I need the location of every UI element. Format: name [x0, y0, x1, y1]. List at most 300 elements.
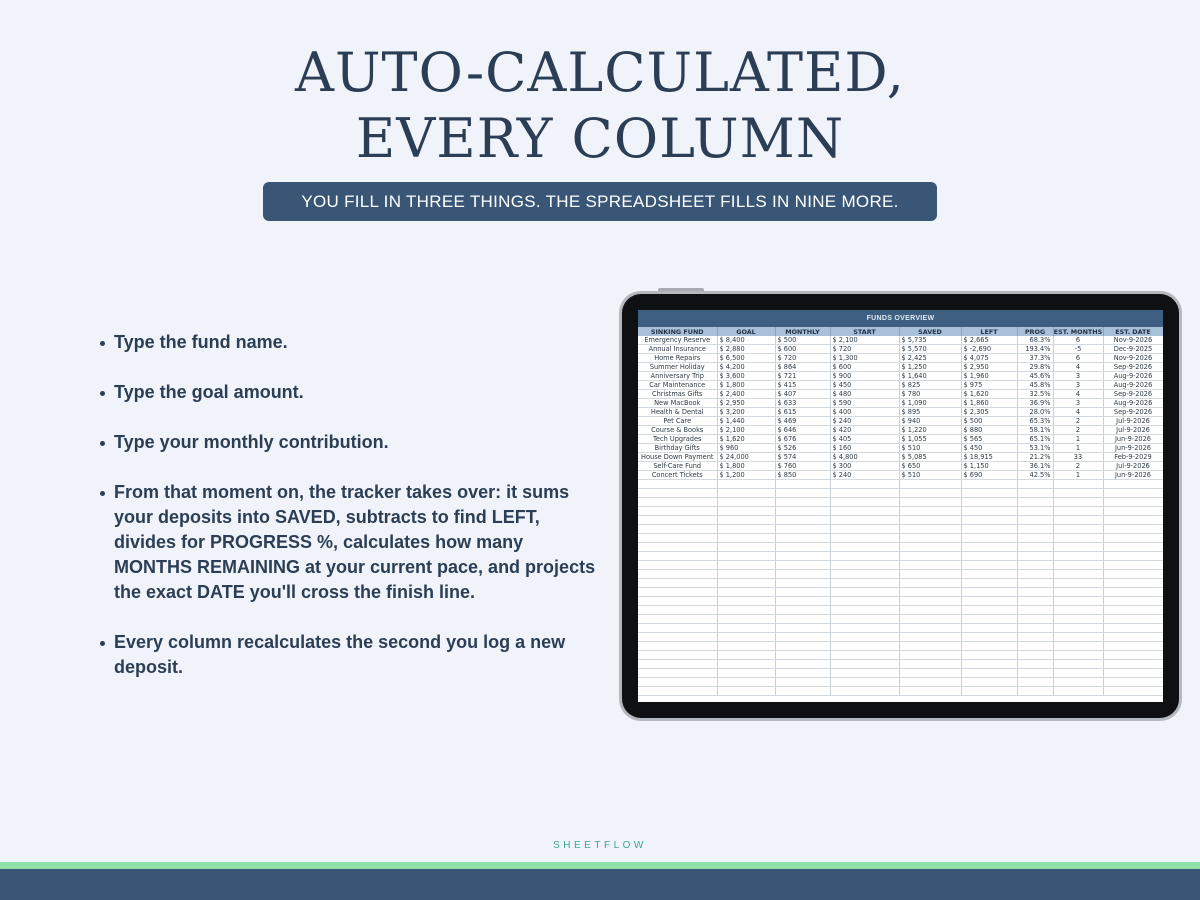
table-cell[interactable]: [717, 561, 775, 570]
table-cell[interactable]: 36.1%: [1017, 462, 1053, 471]
table-cell[interactable]: [717, 588, 775, 597]
table-cell[interactable]: [1103, 525, 1163, 534]
table-cell[interactable]: [717, 597, 775, 606]
table-cell[interactable]: [1053, 678, 1103, 687]
table-cell[interactable]: [830, 570, 899, 579]
table-cell[interactable]: $ 1,800: [717, 462, 775, 471]
table-cell[interactable]: 1: [1053, 471, 1103, 480]
table-cell[interactable]: [830, 615, 899, 624]
table-cell[interactable]: [1053, 552, 1103, 561]
table-cell[interactable]: $ 975: [961, 381, 1017, 390]
table-cell[interactable]: [961, 570, 1017, 579]
table-cell[interactable]: [1017, 525, 1053, 534]
table-cell[interactable]: Health & Dental: [638, 408, 717, 417]
table-cell[interactable]: [638, 561, 717, 570]
table-cell[interactable]: [1017, 579, 1053, 588]
column-header[interactable]: EST. MONTHS: [1053, 327, 1103, 336]
table-cell[interactable]: [830, 534, 899, 543]
table-cell[interactable]: 2: [1053, 426, 1103, 435]
table-cell[interactable]: [717, 489, 775, 498]
table-cell[interactable]: 4: [1053, 390, 1103, 399]
table-cell[interactable]: [717, 498, 775, 507]
table-cell[interactable]: [775, 633, 830, 642]
table-cell[interactable]: [830, 660, 899, 669]
table-cell[interactable]: [899, 498, 961, 507]
table-cell[interactable]: [1053, 516, 1103, 525]
table-cell[interactable]: [638, 588, 717, 597]
table-cell[interactable]: [899, 687, 961, 696]
table-cell[interactable]: Sep-9-2026: [1103, 408, 1163, 417]
table-cell[interactable]: Concert Tickets: [638, 471, 717, 480]
table-cell[interactable]: 42.5%: [1017, 471, 1053, 480]
table-cell[interactable]: $ 1,300: [830, 354, 899, 363]
table-cell[interactable]: [1103, 588, 1163, 597]
table-cell[interactable]: [638, 633, 717, 642]
table-cell[interactable]: $ 300: [830, 462, 899, 471]
table-cell[interactable]: 28.0%: [1017, 408, 1053, 417]
table-cell[interactable]: Jul-9-2026: [1103, 462, 1163, 471]
table-cell[interactable]: $ 160: [830, 444, 899, 453]
table-cell[interactable]: [961, 687, 1017, 696]
table-cell[interactable]: [899, 480, 961, 489]
table-cell[interactable]: [899, 516, 961, 525]
table-cell[interactable]: [1053, 489, 1103, 498]
table-cell[interactable]: [775, 588, 830, 597]
table-cell[interactable]: $ 24,000: [717, 453, 775, 462]
table-cell[interactable]: $ 864: [775, 363, 830, 372]
table-cell[interactable]: $ 2,100: [830, 336, 899, 345]
table-cell[interactable]: [830, 480, 899, 489]
table-cell[interactable]: [830, 669, 899, 678]
table-cell[interactable]: [1103, 489, 1163, 498]
table-cell[interactable]: $ 5,735: [899, 336, 961, 345]
table-cell[interactable]: [961, 489, 1017, 498]
table-cell[interactable]: New MacBook: [638, 399, 717, 408]
table-cell[interactable]: $ 1,620: [961, 390, 1017, 399]
table-cell[interactable]: [775, 534, 830, 543]
table-cell[interactable]: [638, 516, 717, 525]
table-cell[interactable]: [1017, 606, 1053, 615]
table-cell[interactable]: Self-Care Fund: [638, 462, 717, 471]
table-cell[interactable]: $ 4,075: [961, 354, 1017, 363]
table-cell[interactable]: [638, 642, 717, 651]
table-cell[interactable]: [899, 570, 961, 579]
table-cell[interactable]: Car Maintenance: [638, 381, 717, 390]
table-cell[interactable]: [775, 507, 830, 516]
table-cell[interactable]: [717, 606, 775, 615]
table-cell[interactable]: $ 825: [899, 381, 961, 390]
table-cell[interactable]: [1103, 552, 1163, 561]
table-cell[interactable]: [717, 687, 775, 696]
table-cell[interactable]: [638, 534, 717, 543]
table-cell[interactable]: [1053, 687, 1103, 696]
table-cell[interactable]: [899, 615, 961, 624]
table-cell[interactable]: [830, 552, 899, 561]
table-cell[interactable]: [775, 642, 830, 651]
table-cell[interactable]: [1017, 561, 1053, 570]
table-cell[interactable]: 58.1%: [1017, 426, 1053, 435]
table-cell[interactable]: $ 646: [775, 426, 830, 435]
table-cell[interactable]: 2: [1053, 462, 1103, 471]
table-cell[interactable]: $ 760: [775, 462, 830, 471]
table-cell[interactable]: $ 2,400: [717, 390, 775, 399]
table-cell[interactable]: $ 2,880: [717, 345, 775, 354]
table-cell[interactable]: $ 2,950: [961, 363, 1017, 372]
table-cell[interactable]: $ 1,055: [899, 435, 961, 444]
table-cell[interactable]: [775, 651, 830, 660]
table-cell[interactable]: $ 510: [899, 471, 961, 480]
table-cell[interactable]: [961, 579, 1017, 588]
table-cell[interactable]: $ 8,400: [717, 336, 775, 345]
table-cell[interactable]: [899, 624, 961, 633]
table-cell[interactable]: 1: [1053, 444, 1103, 453]
table-cell[interactable]: [775, 552, 830, 561]
table-cell[interactable]: [717, 480, 775, 489]
table-cell[interactable]: [961, 543, 1017, 552]
table-cell[interactable]: Tech Upgrades: [638, 435, 717, 444]
table-cell[interactable]: [775, 480, 830, 489]
table-cell[interactable]: [717, 615, 775, 624]
table-cell[interactable]: $ 2,100: [717, 426, 775, 435]
table-cell[interactable]: $ 4,800: [830, 453, 899, 462]
table-cell[interactable]: [961, 624, 1017, 633]
table-cell[interactable]: [961, 561, 1017, 570]
table-cell[interactable]: [961, 507, 1017, 516]
table-cell[interactable]: Anniversary Trip: [638, 372, 717, 381]
table-cell[interactable]: [1017, 642, 1053, 651]
table-cell[interactable]: [1103, 570, 1163, 579]
table-cell[interactable]: $ 1,090: [899, 399, 961, 408]
table-cell[interactable]: 65.3%: [1017, 417, 1053, 426]
table-cell[interactable]: [1103, 678, 1163, 687]
table-cell[interactable]: [775, 570, 830, 579]
table-cell[interactable]: $ 633: [775, 399, 830, 408]
table-cell[interactable]: House Down Payment: [638, 453, 717, 462]
table-cell[interactable]: [961, 651, 1017, 660]
table-cell[interactable]: [961, 552, 1017, 561]
table-cell[interactable]: 3: [1053, 399, 1103, 408]
table-cell[interactable]: [1053, 615, 1103, 624]
table-cell[interactable]: $ 574: [775, 453, 830, 462]
table-cell[interactable]: 4: [1053, 363, 1103, 372]
table-cell[interactable]: [830, 579, 899, 588]
table-cell[interactable]: [1103, 516, 1163, 525]
table-cell[interactable]: [899, 651, 961, 660]
table-cell[interactable]: [717, 660, 775, 669]
table-cell[interactable]: [638, 669, 717, 678]
table-cell[interactable]: [775, 498, 830, 507]
table-cell[interactable]: [775, 489, 830, 498]
table-cell[interactable]: [1103, 651, 1163, 660]
table-cell[interactable]: [638, 651, 717, 660]
table-cell[interactable]: [830, 606, 899, 615]
table-cell[interactable]: Birthday Gifts: [638, 444, 717, 453]
table-cell[interactable]: [830, 543, 899, 552]
table-cell[interactable]: 33: [1053, 453, 1103, 462]
table-cell[interactable]: [1017, 678, 1053, 687]
table-cell[interactable]: [638, 507, 717, 516]
table-cell[interactable]: [638, 606, 717, 615]
table-cell[interactable]: [1053, 561, 1103, 570]
table-cell[interactable]: $ 526: [775, 444, 830, 453]
column-header[interactable]: SAVED: [899, 327, 961, 336]
table-cell[interactable]: $ 895: [899, 408, 961, 417]
table-cell[interactable]: [961, 588, 1017, 597]
table-cell[interactable]: [961, 660, 1017, 669]
table-cell[interactable]: [775, 543, 830, 552]
table-cell[interactable]: [1053, 579, 1103, 588]
table-cell[interactable]: [1053, 525, 1103, 534]
table-cell[interactable]: [961, 615, 1017, 624]
table-cell[interactable]: [1053, 633, 1103, 642]
table-cell[interactable]: [717, 552, 775, 561]
table-cell[interactable]: 6: [1053, 354, 1103, 363]
table-cell[interactable]: Christmas Gifts: [638, 390, 717, 399]
table-cell[interactable]: $ 2,305: [961, 408, 1017, 417]
table-cell[interactable]: $ 1,220: [899, 426, 961, 435]
table-cell[interactable]: [899, 489, 961, 498]
table-cell[interactable]: Jul-9-2026: [1103, 417, 1163, 426]
table-cell[interactable]: $ 590: [830, 399, 899, 408]
table-cell[interactable]: [775, 606, 830, 615]
table-cell[interactable]: 3: [1053, 372, 1103, 381]
table-cell[interactable]: $ 450: [830, 381, 899, 390]
table-cell[interactable]: [1017, 597, 1053, 606]
table-cell[interactable]: 21.2%: [1017, 453, 1053, 462]
table-cell[interactable]: $ 940: [899, 417, 961, 426]
table-cell[interactable]: [638, 687, 717, 696]
table-cell[interactable]: [830, 561, 899, 570]
table-cell[interactable]: [1053, 507, 1103, 516]
table-cell[interactable]: [1017, 498, 1053, 507]
table-cell[interactable]: [717, 579, 775, 588]
table-cell[interactable]: 6: [1053, 336, 1103, 345]
table-cell[interactable]: 193.4%: [1017, 345, 1053, 354]
table-cell[interactable]: $ 1,860: [961, 399, 1017, 408]
table-cell[interactable]: $ 676: [775, 435, 830, 444]
table-cell[interactable]: $ 3,600: [717, 372, 775, 381]
column-header[interactable]: GOAL: [717, 327, 775, 336]
table-cell[interactable]: [1103, 507, 1163, 516]
table-cell[interactable]: [638, 570, 717, 579]
table-cell[interactable]: [899, 561, 961, 570]
table-cell[interactable]: [1103, 606, 1163, 615]
table-cell[interactable]: $ 469: [775, 417, 830, 426]
table-cell[interactable]: -5: [1053, 345, 1103, 354]
table-cell[interactable]: [717, 507, 775, 516]
table-cell[interactable]: [638, 552, 717, 561]
table-cell[interactable]: $ -2,690: [961, 345, 1017, 354]
table-cell[interactable]: [1103, 597, 1163, 606]
table-cell[interactable]: [1017, 507, 1053, 516]
table-cell[interactable]: [717, 570, 775, 579]
table-cell[interactable]: 29.8%: [1017, 363, 1053, 372]
table-cell[interactable]: [1017, 516, 1053, 525]
table-cell[interactable]: $ 500: [775, 336, 830, 345]
table-cell[interactable]: $ 5,085: [899, 453, 961, 462]
table-cell[interactable]: [961, 498, 1017, 507]
table-cell[interactable]: [638, 597, 717, 606]
table-cell[interactable]: [1017, 489, 1053, 498]
table-cell[interactable]: [717, 651, 775, 660]
table-cell[interactable]: [638, 525, 717, 534]
table-cell[interactable]: $ 2,665: [961, 336, 1017, 345]
table-cell[interactable]: [1053, 660, 1103, 669]
table-cell[interactable]: $ 565: [961, 435, 1017, 444]
table-cell[interactable]: Course & Books: [638, 426, 717, 435]
table-cell[interactable]: [1017, 570, 1053, 579]
table-cell[interactable]: $ 240: [830, 417, 899, 426]
table-cell[interactable]: $ 5,570: [899, 345, 961, 354]
table-cell[interactable]: [775, 579, 830, 588]
table-cell[interactable]: [717, 669, 775, 678]
table-cell[interactable]: Aug-9-2026: [1103, 381, 1163, 390]
table-cell[interactable]: [1053, 651, 1103, 660]
table-cell[interactable]: Jun-9-2026: [1103, 471, 1163, 480]
column-header[interactable]: MONTHLY: [775, 327, 830, 336]
table-cell[interactable]: $ 720: [830, 345, 899, 354]
table-cell[interactable]: [830, 624, 899, 633]
table-cell[interactable]: [899, 507, 961, 516]
table-cell[interactable]: [961, 597, 1017, 606]
table-cell[interactable]: Summer Holiday: [638, 363, 717, 372]
table-cell[interactable]: [1103, 561, 1163, 570]
table-cell[interactable]: [1017, 624, 1053, 633]
table-cell[interactable]: $ 405: [830, 435, 899, 444]
table-cell[interactable]: $ 900: [830, 372, 899, 381]
table-cell[interactable]: [775, 597, 830, 606]
table-cell[interactable]: [1053, 606, 1103, 615]
table-cell[interactable]: $ 4,200: [717, 363, 775, 372]
table-cell[interactable]: $ 400: [830, 408, 899, 417]
table-cell[interactable]: [775, 687, 830, 696]
table-cell[interactable]: [1053, 543, 1103, 552]
table-cell[interactable]: Jun-9-2026: [1103, 444, 1163, 453]
table-cell[interactable]: [638, 543, 717, 552]
table-cell[interactable]: [1103, 624, 1163, 633]
table-cell[interactable]: [830, 597, 899, 606]
table-cell[interactable]: [775, 516, 830, 525]
table-cell[interactable]: [899, 660, 961, 669]
table-cell[interactable]: $ 1,620: [717, 435, 775, 444]
table-cell[interactable]: 37.3%: [1017, 354, 1053, 363]
table-cell[interactable]: [775, 660, 830, 669]
table-cell[interactable]: $ 690: [961, 471, 1017, 480]
table-cell[interactable]: Nov-9-2026: [1103, 336, 1163, 345]
table-cell[interactable]: [1103, 687, 1163, 696]
table-cell[interactable]: $ 450: [961, 444, 1017, 453]
table-cell[interactable]: [961, 534, 1017, 543]
table-cell[interactable]: [1017, 651, 1053, 660]
table-cell[interactable]: 2: [1053, 417, 1103, 426]
table-cell[interactable]: [1017, 543, 1053, 552]
table-cell[interactable]: $ 1,150: [961, 462, 1017, 471]
table-cell[interactable]: [638, 678, 717, 687]
table-cell[interactable]: [1017, 633, 1053, 642]
table-cell[interactable]: Annual Insurance: [638, 345, 717, 354]
table-cell[interactable]: [1103, 669, 1163, 678]
table-cell[interactable]: Feb-9-2029: [1103, 453, 1163, 462]
table-cell[interactable]: [1103, 660, 1163, 669]
table-cell[interactable]: [830, 633, 899, 642]
table-cell[interactable]: [961, 633, 1017, 642]
table-cell[interactable]: [638, 615, 717, 624]
table-cell[interactable]: [961, 678, 1017, 687]
table-cell[interactable]: [1053, 624, 1103, 633]
table-cell[interactable]: $ 780: [899, 390, 961, 399]
table-cell[interactable]: [899, 579, 961, 588]
table-cell[interactable]: Pet Care: [638, 417, 717, 426]
table-cell[interactable]: [1017, 588, 1053, 597]
table-cell[interactable]: 65.1%: [1017, 435, 1053, 444]
column-header[interactable]: LEFT: [961, 327, 1017, 336]
table-cell[interactable]: $ 600: [775, 345, 830, 354]
table-cell[interactable]: [1053, 669, 1103, 678]
column-header[interactable]: START: [830, 327, 899, 336]
table-cell[interactable]: [899, 633, 961, 642]
table-cell[interactable]: $ 407: [775, 390, 830, 399]
table-cell[interactable]: $ 1,200: [717, 471, 775, 480]
table-cell[interactable]: $ 1,960: [961, 372, 1017, 381]
table-cell[interactable]: [775, 525, 830, 534]
table-cell[interactable]: [1103, 615, 1163, 624]
table-cell[interactable]: $ 420: [830, 426, 899, 435]
table-cell[interactable]: [1103, 633, 1163, 642]
table-cell[interactable]: [961, 516, 1017, 525]
table-cell[interactable]: [638, 624, 717, 633]
table-cell[interactable]: [717, 678, 775, 687]
table-cell[interactable]: [775, 669, 830, 678]
table-cell[interactable]: [830, 489, 899, 498]
table-cell[interactable]: [961, 669, 1017, 678]
table-cell[interactable]: [1017, 687, 1053, 696]
table-cell[interactable]: [717, 624, 775, 633]
table-cell[interactable]: [961, 606, 1017, 615]
table-cell[interactable]: Jul-9-2026: [1103, 426, 1163, 435]
table-cell[interactable]: 32.5%: [1017, 390, 1053, 399]
table-cell[interactable]: [775, 561, 830, 570]
table-cell[interactable]: Home Repairs: [638, 354, 717, 363]
table-cell[interactable]: [775, 678, 830, 687]
table-cell[interactable]: [899, 606, 961, 615]
table-cell[interactable]: [830, 642, 899, 651]
table-cell[interactable]: [830, 525, 899, 534]
table-cell[interactable]: $ 1,800: [717, 381, 775, 390]
table-cell[interactable]: $ 615: [775, 408, 830, 417]
table-cell[interactable]: [899, 669, 961, 678]
table-cell[interactable]: [899, 642, 961, 651]
table-cell[interactable]: [1053, 588, 1103, 597]
table-cell[interactable]: $ 510: [899, 444, 961, 453]
table-cell[interactable]: [1017, 615, 1053, 624]
table-cell[interactable]: [899, 534, 961, 543]
table-cell[interactable]: $ 500: [961, 417, 1017, 426]
column-header[interactable]: EST. DATE: [1103, 327, 1163, 336]
table-cell[interactable]: [1103, 534, 1163, 543]
column-header[interactable]: SINKING FUND: [638, 327, 717, 336]
table-cell[interactable]: Sep-9-2026: [1103, 363, 1163, 372]
table-cell[interactable]: $ 880: [961, 426, 1017, 435]
table-cell[interactable]: $ 650: [899, 462, 961, 471]
table-cell[interactable]: [1017, 534, 1053, 543]
table-cell[interactable]: Emergency Reserve: [638, 336, 717, 345]
table-cell[interactable]: [638, 660, 717, 669]
table-cell[interactable]: [1103, 642, 1163, 651]
table-cell[interactable]: $ 2,425: [899, 354, 961, 363]
table-cell[interactable]: [1053, 570, 1103, 579]
table-cell[interactable]: $ 480: [830, 390, 899, 399]
table-cell[interactable]: $ 850: [775, 471, 830, 480]
